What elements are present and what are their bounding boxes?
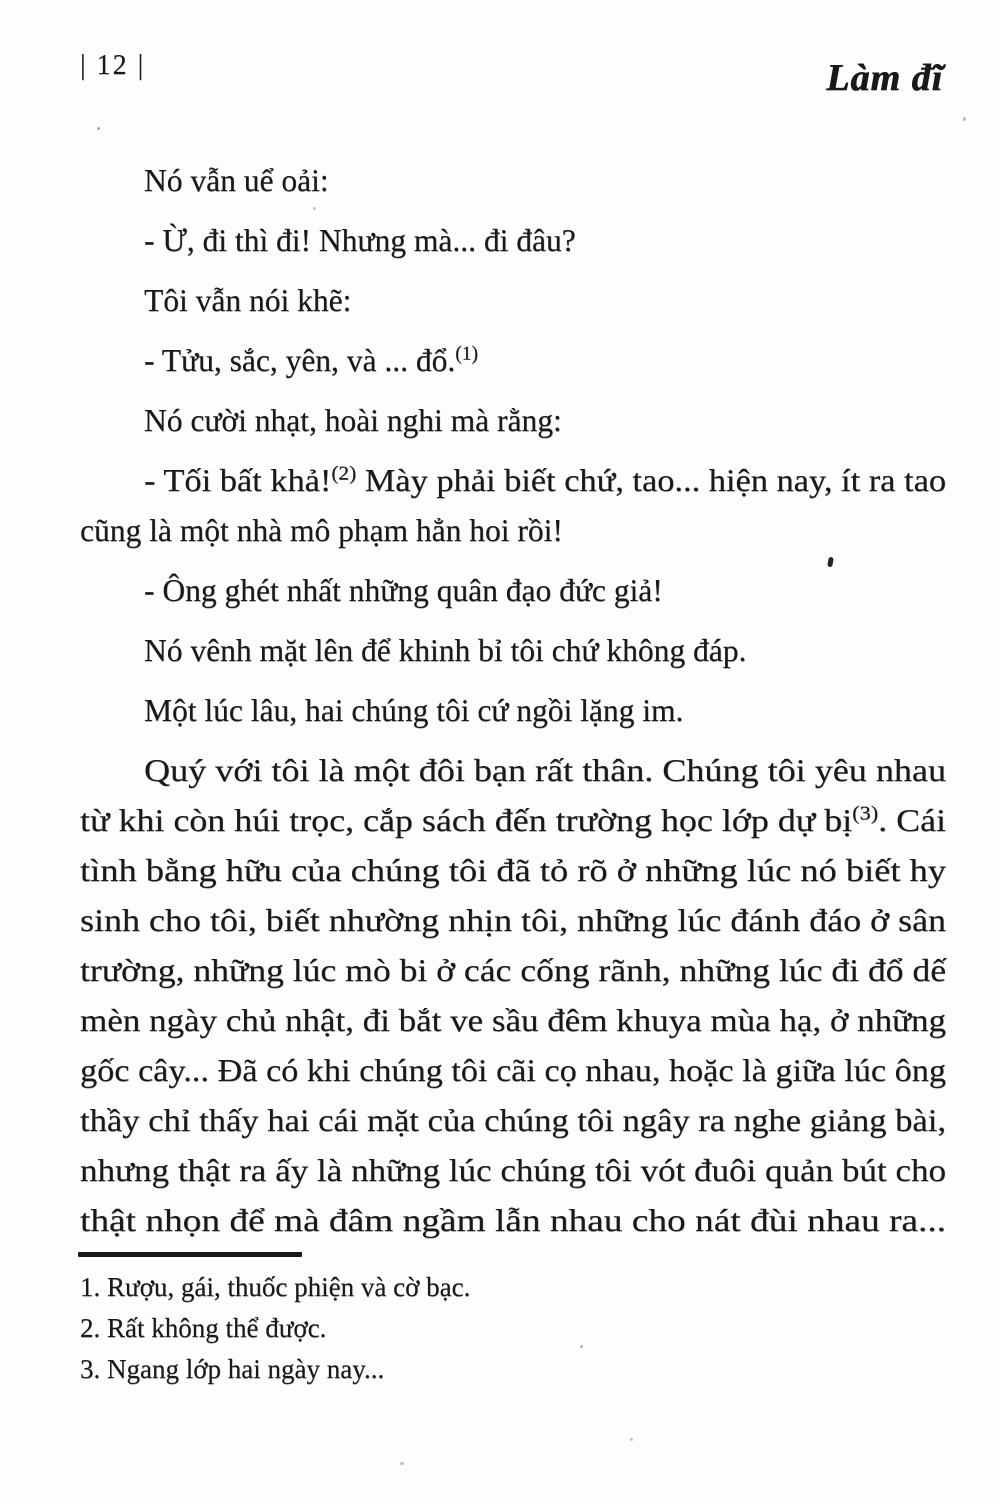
text-line xyxy=(80,896,946,946)
text-line-content xyxy=(144,336,478,386)
scan-speck xyxy=(580,1345,583,1348)
text-line xyxy=(80,996,946,1046)
scan-speck xyxy=(97,127,100,130)
text-line-content xyxy=(144,686,683,736)
text-segment: Mày phải biết chứ, tao... hiện nay, ít ra tao xyxy=(356,463,946,498)
footnote-marker: (2) xyxy=(331,463,357,485)
text-segment: tình bằng hữu của chúng tôi đã tỏ rõ ở những lúc nó biết hy xyxy=(80,853,946,888)
text-segment: - Ông ghét nhất những quân đạo đức giả! xyxy=(144,573,663,608)
paragraph xyxy=(80,156,946,206)
footnote: 2. Rất không thể được. xyxy=(80,1313,327,1343)
text-line xyxy=(80,216,946,266)
text-line xyxy=(80,626,946,676)
body-text xyxy=(80,156,946,1246)
paragraph xyxy=(80,276,946,326)
paragraph xyxy=(80,626,946,676)
text-segment: cũng là một nhà mô phạm hẳn hoi rồi! xyxy=(80,513,563,548)
text-segment: từ khi còn húi trọc, cắp sách đến trường học lớp dự bị xyxy=(80,803,853,838)
text-segment: mèn ngày chủ nhật, đi bắt ve sầu đêm khuya mùa hạ, ở những xyxy=(80,1003,946,1038)
text-line xyxy=(80,506,946,556)
paragraph xyxy=(80,566,946,616)
scan-speck xyxy=(400,1462,404,1465)
footnote-marker: (1) xyxy=(455,343,479,365)
footnotes xyxy=(80,1267,470,1390)
text-segment: nhưng thật ra ấy là những lúc chúng tôi vót đuôi quản bút cho xyxy=(80,1153,947,1188)
text-line xyxy=(80,796,946,846)
text-line-content xyxy=(144,216,576,266)
paragraph xyxy=(80,746,946,1246)
footnote: 1. Rượu, gái, thuốc phiện và cờ bạc. xyxy=(80,1272,471,1302)
text-line xyxy=(80,1146,946,1196)
text-segment: . Cái xyxy=(878,803,946,838)
scan-speck xyxy=(630,1438,633,1441)
text-segment: - Tối bất khả! xyxy=(144,463,332,498)
text-segment: Tôi vẫn nói khẽ: xyxy=(144,283,352,318)
text-segment: sinh cho tôi, biết nhường nhịn tôi, những lúc đánh đáo ở sân xyxy=(80,903,946,938)
text-segment: Nó vẫn uể oải: xyxy=(144,163,329,198)
paragraph xyxy=(80,686,946,736)
text-line xyxy=(80,276,946,326)
paragraph xyxy=(80,216,946,266)
text-line-content xyxy=(144,156,329,206)
text-line-content xyxy=(80,996,946,1046)
running-title: Làm đĩ xyxy=(826,57,943,99)
scan-speck xyxy=(313,207,316,210)
text-line-content xyxy=(80,796,946,846)
footnote-separator xyxy=(78,1252,302,1257)
text-line-content xyxy=(80,846,946,896)
text-line xyxy=(80,156,946,206)
text-line xyxy=(80,846,946,896)
text-line-content xyxy=(144,746,946,796)
text-line xyxy=(80,456,946,506)
text-line xyxy=(80,396,946,446)
paragraph xyxy=(80,396,946,446)
text-segment: trường, những lúc mò bi ở các cống rãnh, những lúc đi đổ dế xyxy=(80,953,947,988)
text-line xyxy=(80,1046,946,1096)
text-segment: Quý với tôi là một đôi bạn rất thân. Chúng tôi yêu nhau xyxy=(144,753,946,788)
page-number: | 12 | xyxy=(80,50,146,81)
text-line xyxy=(80,946,946,996)
text-line-content xyxy=(144,626,746,676)
scan-speck xyxy=(963,117,966,121)
text-line-content xyxy=(80,1196,946,1246)
text-line xyxy=(80,1096,946,1146)
text-segment: thật nhọn để mà đâm ngầm lẫn nhau cho nát đùi nhau ra... xyxy=(80,1203,946,1238)
text-line xyxy=(80,686,946,736)
text-line xyxy=(80,336,946,386)
text-segment: Nó cười nhạt, hoài nghi mà rằng: xyxy=(144,403,562,438)
text-line xyxy=(80,1196,946,1246)
text-line-content xyxy=(80,1146,946,1196)
text-line xyxy=(80,746,946,796)
text-segment: Nó vênh mặt lên để khinh bỉ tôi chứ không đáp. xyxy=(144,633,747,668)
paragraph xyxy=(80,456,946,556)
text-segment: thầy chỉ thấy hai cái mặt của chúng tôi ngây ra nghe giảng bài, xyxy=(80,1103,946,1138)
text-line xyxy=(80,566,946,616)
text-segment: - Ừ, đi thì đi! Nhưng mà... đi đâu? xyxy=(144,223,576,258)
text-line-content xyxy=(144,276,351,326)
text-segment: - Tửu, sắc, yên, và ... đổ. xyxy=(144,343,456,378)
text-line-content xyxy=(80,1096,946,1146)
footnote-marker: (3) xyxy=(852,803,879,825)
text-line-content xyxy=(80,896,946,946)
text-line-content xyxy=(80,506,563,556)
running-header xyxy=(80,44,943,100)
text-line-content xyxy=(80,946,946,996)
text-line-content xyxy=(144,456,946,506)
paragraph xyxy=(80,336,946,386)
text-segment: gốc cây... Đã có khi chúng tôi cãi cọ nhau, hoặc là giữa lúc ông xyxy=(80,1053,946,1088)
text-segment: Một lúc lâu, hai chúng tôi cứ ngồi lặng im. xyxy=(144,693,684,728)
text-line-content xyxy=(80,1046,946,1096)
footnote: 3. Ngang lớp hai ngày nay... xyxy=(80,1354,385,1384)
text-line-content xyxy=(144,566,663,616)
text-line-content xyxy=(144,396,562,446)
